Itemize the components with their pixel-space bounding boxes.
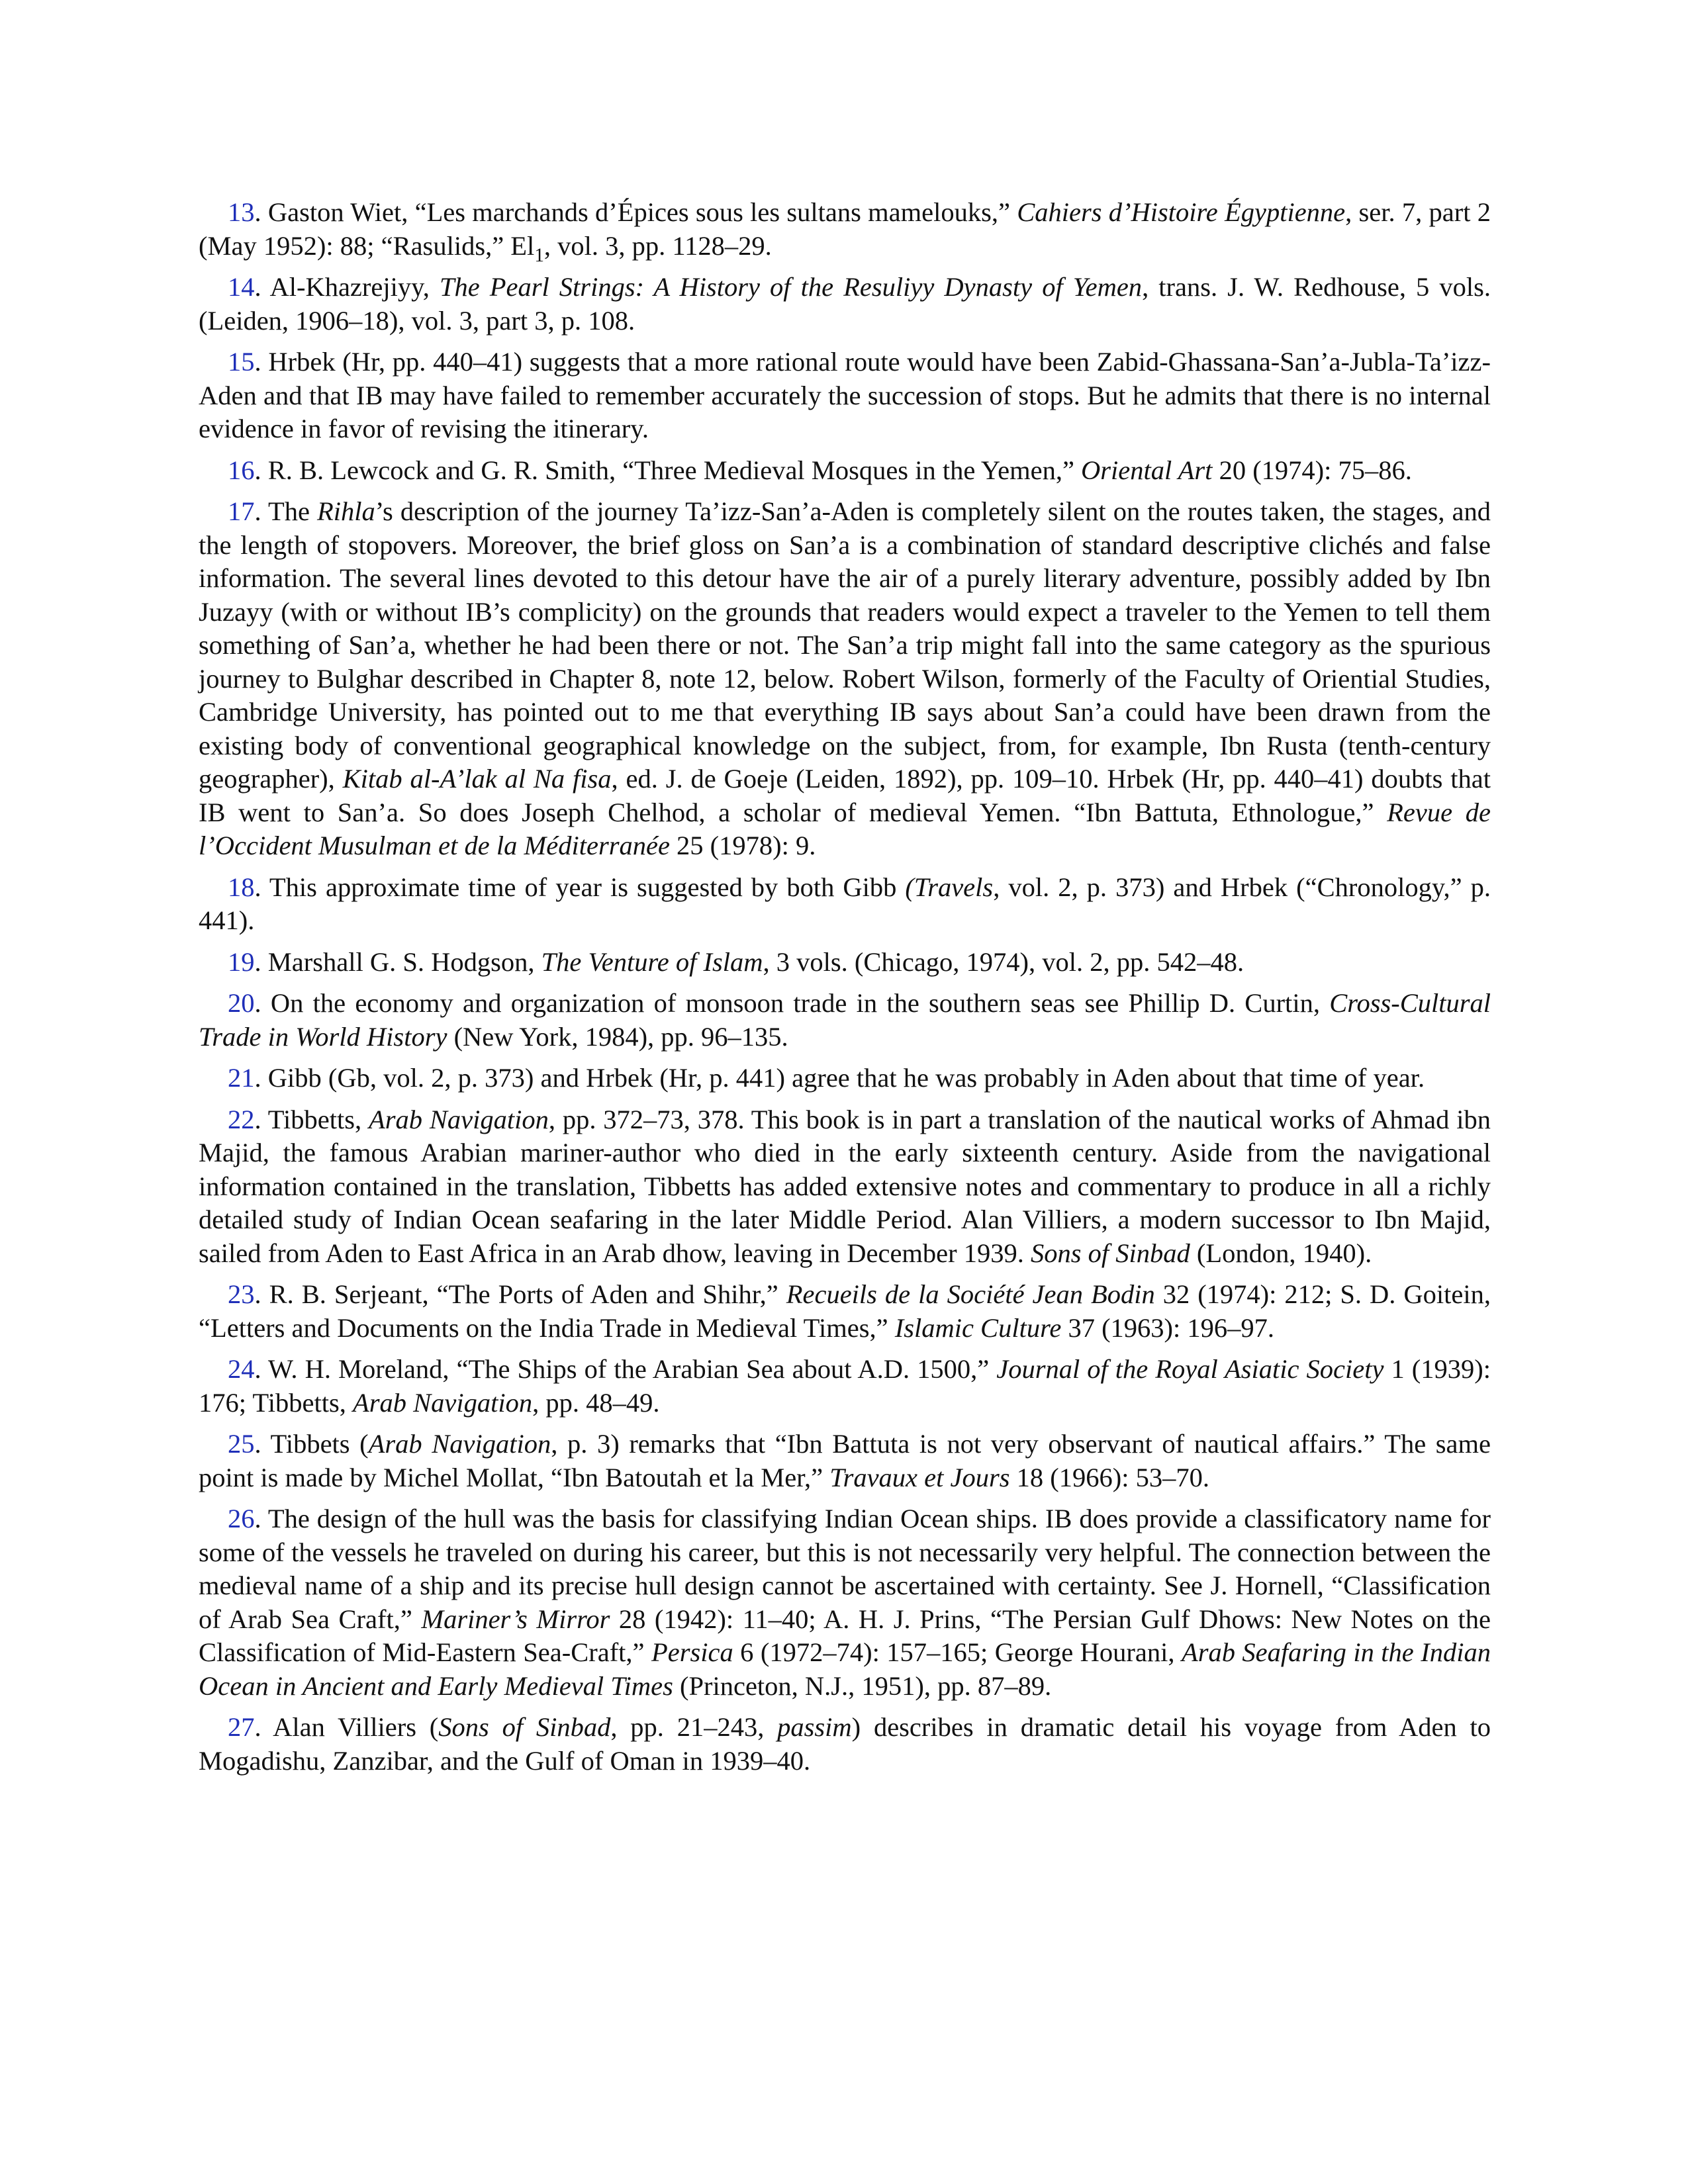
note-text: , pp. 48–49. [532, 1387, 660, 1418]
note-text: , ed. J. de Goeje (Leiden, 1892), pp. 109–10. Hrbek (Hr, pp. 440–41) doubts that IB went to San’a. So does Joseph Chelhod, a scholar of medieval Yemen. “Ibn Battuta, Ethnologue,” [199, 764, 1491, 827]
note-text: 37 (1963): 196–97. [1061, 1312, 1275, 1343]
note-text: . Tibbets ( [254, 1429, 369, 1459]
note-text: 1 (1939): 176; Tibbetts, [199, 1354, 1491, 1418]
italic-title: Arab Seafaring in the Indian Ocean in Ancient and Early Medieval Times [199, 1637, 1491, 1701]
note-text: . R. B. Lewcock and G. R. Smith, “Three Medieval Mosques in the Yemen,” [254, 455, 1082, 485]
endnote-19 [199, 946, 1491, 979]
note-text: , ser. 7, part 2 (May 1952): 88; “Rasulids,” El [199, 197, 1491, 261]
endnote-number-link[interactable]: 14 [228, 272, 255, 302]
note-text: , 3 vols. (Chicago, 1974), vol. 2, pp. 542–48. [763, 946, 1244, 977]
endnote-number-link[interactable]: 27 [228, 1712, 255, 1742]
italic-title: Arab Navigation [368, 1429, 551, 1459]
note-text: . The design of the hull was the basis for classifying Indian Ocean ships. IB does provide a classificatory name for some of the vessels he traveled on during his career, but this is not necessarily very helpful. The connection between the medieval name of a ship and its precise hull design cannot be ascertained with certainty. See J. Hornell, “Classification of Arab Sea Craft,” [199, 1504, 1491, 1634]
note-text: 32 (1974): 212; S. D. Goitein, “Letters and Documents on the India Trade in Medieval Times,” [199, 1279, 1491, 1343]
note-text: 25 (1978): 9. [669, 831, 816, 860]
endnote-number-link[interactable]: 20 [228, 988, 255, 1018]
endnote-number-link[interactable]: 21 [228, 1063, 255, 1093]
note-text: , p. 3) remarks that “Ibn Battuta is not very observant of nautical affairs.” The same point is made by Michel Mollat, “Ibn Batoutah et la Mer,” [199, 1429, 1491, 1492]
italic-title: Arab Navigation [369, 1104, 549, 1134]
note-text: ’s description of the journey Ta’izz-San’a-Aden is completely silent on the routes taken, the stages, and the length of stopovers. Moreover, the brief gloss on San’a is a combination of standard descriptive clichés and false information. The several lines devoted to this detour have the air of a purely literary adventure, possibly added by Ibn Juzayy (with or without IB’s complicity) on the grounds that readers would expect a traveler to the Yemen to tell them something of San’a, whether he had been there or not. The San’a trip might fall into the same category as the spurious journey to Bulghar described in Chapter 8, note 12, below. Robert Wilson, formerly of the Faculty of Oriential Studies, Cambridge University, has pointed out to me that everything IB says about San’a could have been drawn from the existing body of conventional geographical knowledge on the subject, from, for example, Ibn Rusta (tenth-century geographer), [199, 496, 1491, 794]
endnote-15 [199, 345, 1491, 446]
endnotes-page [199, 196, 1491, 1786]
note-text: (London, 1940). [1190, 1238, 1372, 1268]
italic-title: (Travels [905, 872, 994, 902]
note-text: , pp. 372–73, 378. This book is in part a translation of the nautical works of Ahmad ibn Majid, the famous Arabian mariner-author who died in the early sixteenth century. Aside from the navigational information contained in the translation, Tibbetts has added extensive notes and commentary to produce in all a richly detailed study of Indian Ocean seafaring in the later Middle Period. Alan Villiers, a modern successor to Ibn Majid, sailed from Aden to East Africa in an Arab dhow, leaving in December 1939. [199, 1104, 1491, 1268]
endnote-20 [199, 987, 1491, 1054]
note-text: . R. B. Serjeant, “The Ports of Aden and Shihr,” [254, 1279, 786, 1309]
note-text: , vol. 3, pp. 1128–29. [543, 230, 772, 261]
note-text: 6 (1972–74): 157–165; George Hourani, [733, 1637, 1182, 1667]
note-text: . Gibb (Gb, vol. 2, p. 373) and Hrbek (Hr, p. 441) agree that he was probably in Aden about that time of year. [254, 1063, 1425, 1093]
note-text: , pp. 21–243, [610, 1712, 778, 1742]
note-text: , trans. J. W. Redhouse, 5 vols. (Leiden, 1906–18), vol. 3, part 3, p. 108. [199, 272, 1491, 336]
endnote-number-link[interactable]: 17 [228, 496, 255, 526]
italic-title: Kitab al-A’lak al Na fisa [342, 764, 612, 794]
italic-title: Oriental Art [1081, 455, 1213, 485]
subscript: 1 [534, 244, 544, 266]
note-text: 20 (1974): 75–86. [1212, 455, 1412, 485]
italic-title: Recueils de la Société Jean Bodin [786, 1279, 1155, 1309]
italic-title: Mariner’s Mirror [421, 1604, 610, 1634]
endnote-16 [199, 454, 1491, 488]
endnote-21 [199, 1062, 1491, 1095]
italic-title: Cross-Cultural Trade in World History [199, 988, 1491, 1052]
italic-title: Arab Navigation [352, 1387, 533, 1418]
note-text: . Gaston Wiet, “Les marchands d’Épices sous les sultans mamelouks,” [254, 197, 1017, 227]
italic-title: Persica [651, 1637, 733, 1667]
italic-title: Islamic Culture [894, 1312, 1062, 1343]
endnote-number-link[interactable]: 22 [228, 1104, 255, 1134]
italic-title: Rihla [317, 496, 375, 526]
endnote-22 [199, 1103, 1491, 1271]
italic-title: Sons of Sinbad [438, 1712, 611, 1742]
endnote-13 [199, 196, 1491, 266]
note-text: . The [254, 496, 317, 526]
note-text: . W. H. Moreland, “The Ships of the Arabian Sea about A.D. 1500,” [254, 1354, 997, 1384]
note-text: . Tibbetts, [254, 1104, 369, 1134]
italic-title: Revue de l’Occident Musulman et de la Méditerranée [199, 797, 1491, 860]
note-text: ) describes in dramatic detail his voyage from Aden to Mogadishu, Zanzibar, and the Gulf of Oman in 1939–40. [199, 1712, 1491, 1776]
note-text: . Al-Khazrejiyy, [254, 272, 440, 302]
endnote-27 [199, 1711, 1491, 1778]
note-text: (Princeton, N.J., 1951), pp. 87–89. [673, 1670, 1052, 1701]
endnote-26 [199, 1502, 1491, 1703]
italic-title: passim [777, 1712, 852, 1742]
endnote-24 [199, 1353, 1491, 1420]
endnote-18 [199, 871, 1491, 938]
note-text: (New York, 1984), pp. 96–135. [447, 1021, 788, 1052]
endnote-14 [199, 271, 1491, 338]
italic-title: The Pearl Strings: A History of the Resuliyy Dynasty of Yemen [439, 272, 1143, 302]
italic-title: Sons of Sinbad [1031, 1238, 1190, 1268]
endnote-number-link[interactable]: 13 [228, 197, 255, 227]
endnote-number-link[interactable]: 15 [228, 347, 255, 377]
italic-title: The Venture of Islam [541, 946, 763, 977]
italic-title: Journal of the Royal Asiatic Society [996, 1354, 1384, 1384]
endnote-number-link[interactable]: 25 [228, 1429, 255, 1459]
note-text: . Alan Villiers ( [254, 1712, 439, 1742]
note-text: , vol. 2, p. 373) and Hrbek (“Chronology,” p. 441). [199, 872, 1491, 935]
note-text: 28 (1942): 11–40; A. H. J. Prins, “The Persian Gulf Dhows: New Notes on the Classification of Mid-Eastern Sea-Craft,” [199, 1604, 1491, 1667]
endnote-25 [199, 1428, 1491, 1494]
italic-title: Travaux et Jours [829, 1462, 1010, 1492]
note-text: . Marshall G. S. Hodgson, [254, 946, 541, 977]
endnote-number-link[interactable]: 18 [228, 872, 255, 902]
endnote-number-link[interactable]: 26 [228, 1504, 255, 1533]
endnote-number-link[interactable]: 23 [228, 1279, 255, 1309]
endnote-number-link[interactable]: 16 [228, 455, 255, 485]
endnote-23 [199, 1278, 1491, 1345]
note-text: . Hrbek (Hr, pp. 440–41) suggests that a more rational route would have been Zabid-Ghassana-San’a-Jubla-Ta’izz-Aden and that IB may have failed to remember accurately the succession of stops. But he admits that there is no internal evidence in favor of revising the itinerary. [199, 347, 1491, 443]
italic-title: Cahiers d’Histoire Égyptienne [1017, 197, 1346, 227]
endnote-number-link[interactable]: 19 [228, 946, 255, 977]
note-text: 18 (1966): 53–70. [1009, 1462, 1209, 1492]
note-text: . On the economy and organization of monsoon trade in the southern seas see Phillip D. Curtin, [254, 988, 1330, 1018]
endnote-17 [199, 495, 1491, 863]
note-text: . This approximate time of year is suggested by both Gibb [254, 872, 906, 902]
endnote-number-link[interactable]: 24 [228, 1354, 255, 1384]
